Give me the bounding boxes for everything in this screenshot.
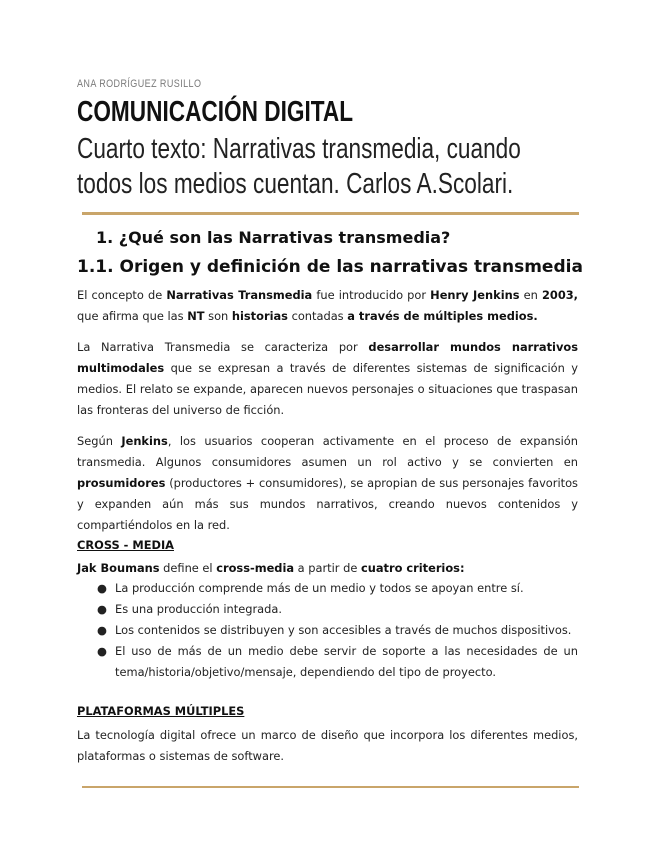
- bullet-icon: ●: [97, 623, 107, 637]
- list-item: ● El uso de más de un medio debe servir de soporte a las necesidades de un tema/historia/objetivo/mensaje, dependiendo del tipo de proyecto.: [77, 641, 578, 683]
- list-item: ● La producción comprende más de un medio y todos se apoyan entre sí.: [77, 578, 578, 599]
- bullet-icon: ●: [97, 644, 107, 658]
- plataformas-heading: PLATAFORMAS MÚLTIPLES: [77, 704, 245, 718]
- footer-divider: [82, 786, 579, 788]
- bullet-icon: ●: [97, 581, 107, 595]
- document-subtitle: Cuarto texto: Narrativas transmedia, cuando todos los medios cuentan. Carlos A.Scolari.: [77, 133, 521, 200]
- paragraph-origin: El concepto de Narrativas Transmedia fue introducido por Henry Jenkins en 2003, que afirma que las NT son historias contadas a través de múltiples medios.: [77, 288, 578, 323]
- author-name: ANA RODRÍGUEZ RUSILLO: [77, 78, 202, 90]
- cross-media-heading: CROSS - MEDIA: [77, 538, 174, 552]
- document-title: COMUNICACIÓN DIGITAL: [77, 96, 354, 128]
- criteria-list: [77, 578, 578, 683]
- list-item: ● Los contenidos se distribuyen y son accesibles a través de muchos dispositivos.: [77, 620, 578, 641]
- section-heading: 1. ¿Qué son las Narrativas transmedia?: [96, 228, 451, 247]
- list-item: ● Es una producción integrada.: [77, 599, 578, 620]
- header-divider: [82, 212, 579, 215]
- cross-media-intro: Jak Boumans define el cross-media a partir de cuatro criterios:: [77, 561, 465, 575]
- bullet-icon: ●: [97, 602, 107, 616]
- subsection-heading: 1.1. Origen y definición de las narrativas transmedia: [77, 257, 583, 277]
- paragraph-prosumers: Según Jenkins, los usuarios cooperan activamente en el proceso de expansión transmedia. Algunos consumidores asumen un rol activo y se convierten en prosumidores (productores + consumidores), se apropian de sus personajes favoritos y expanden aún más sus mundos narrativos, creando nuevos contenidos y compartiéndolos en la red.: [77, 434, 578, 532]
- paragraph-characteristics: La Narrativa Transmedia se caracteriza por desarrollar mundos narrativos multimodales que se expresan a través de diferentes sistemas de significación y medios. El relato se expande, aparecen nuevos personajes o situaciones que traspasan las fronteras del universo de ficción.: [77, 340, 578, 417]
- plataformas-paragraph: La tecnología digital ofrece un marco de diseño que incorpora los diferentes medios, plataformas o sistemas de software.: [77, 728, 578, 763]
